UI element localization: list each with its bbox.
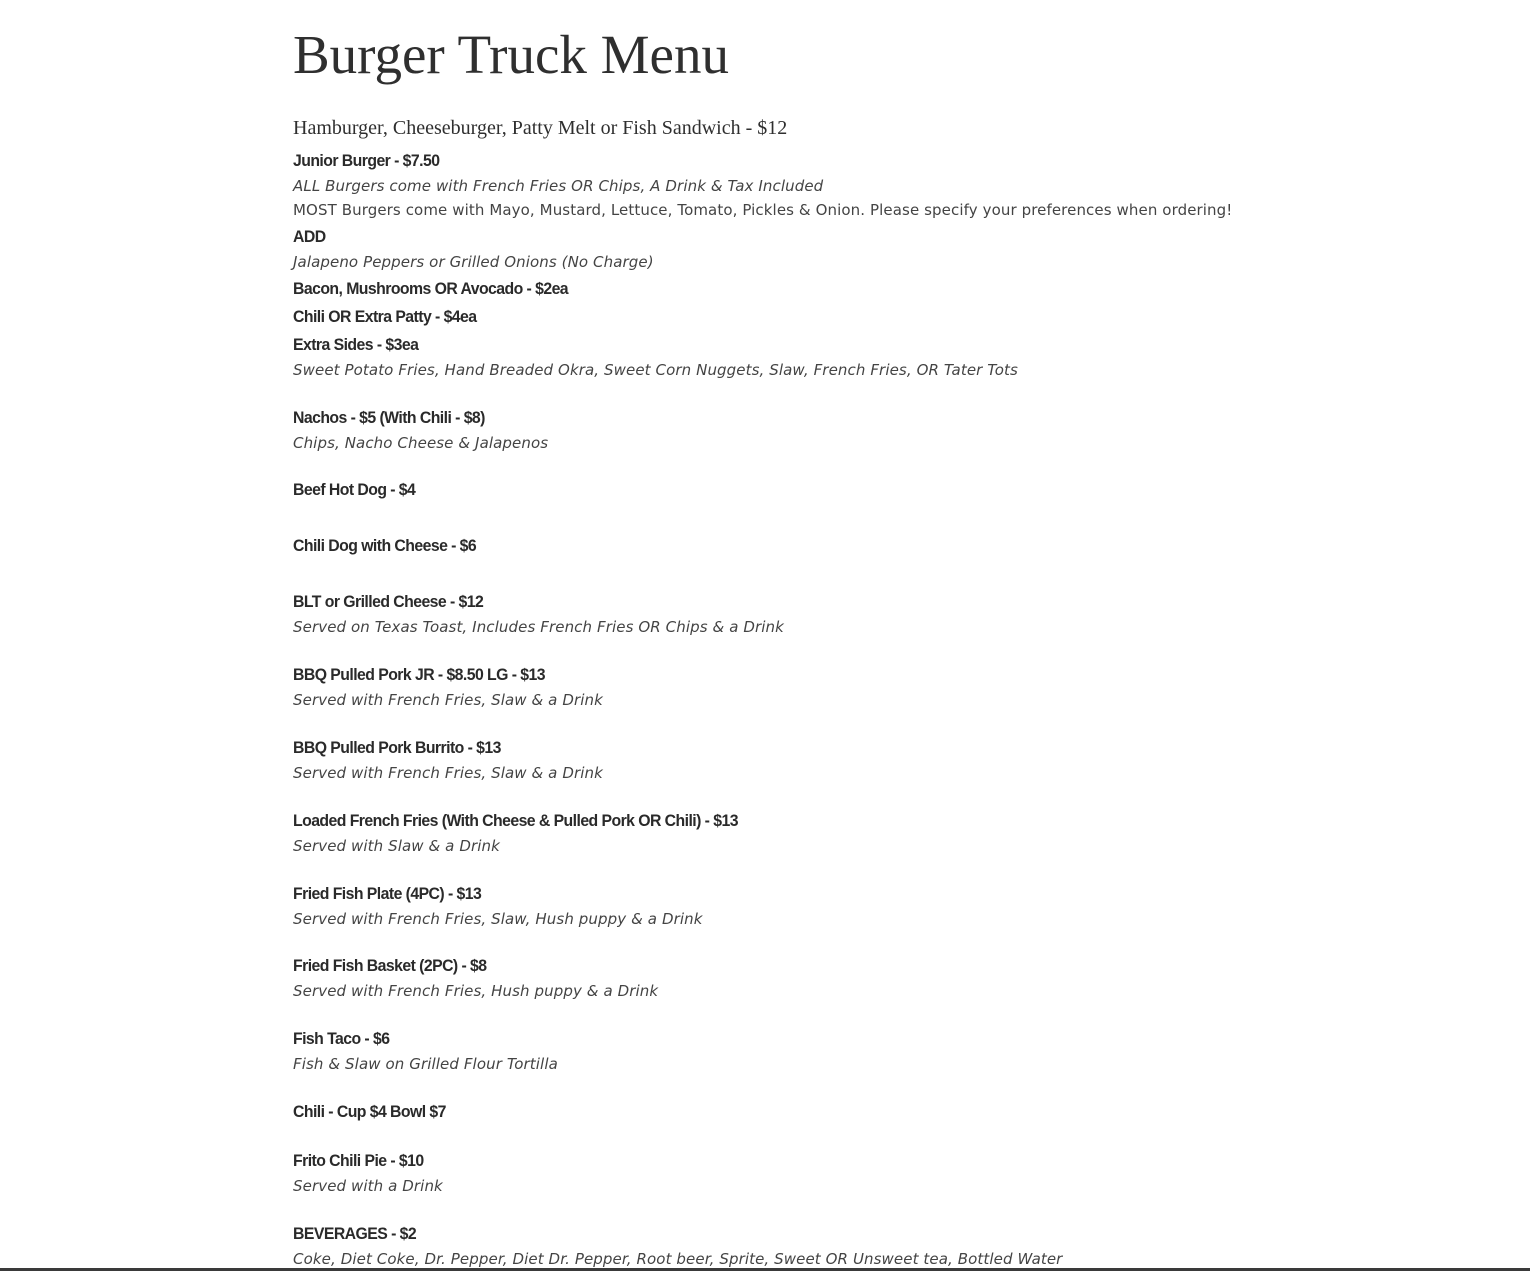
beverages-list: Coke, Diet Coke, Dr. Pepper, Diet Dr. Pepper, Root beer, Sprite, Sweet OR Unsweet tea, Bottled Water [293,1250,1063,1268]
burgers-toppings-note: MOST Burgers come with Mayo, Mustard, Lettuce, Tomato, Pickles & Onion. Please specify your preferences when ordering! [293,201,1233,219]
item-fish-plate-desc: Served with French Fries, Slaw, Hush puppy & a Drink [293,910,703,928]
item-nachos: Nachos - $5 (With Chili - $8) [293,408,485,427]
item-bbq-pulled-pork-desc: Served with French Fries, Slaw & a Drink [293,691,603,709]
item-fish-basket: Fried Fish Basket (2PC) - $8 [293,956,487,975]
item-fish-taco-desc: Fish & Slaw on Grilled Flour Tortilla [293,1055,558,1073]
add-bacon-mushroom-avocado: Bacon, Mushrooms OR Avocado - $2ea [293,279,569,298]
extra-sides-desc: Sweet Potato Fries, Hand Breaded Okra, Sweet Corn Nuggets, Slaw, French Fries, OR Tater Tots [293,361,1018,379]
add-free-note: Jalapeno Peppers or Grilled Onions (No Charge) [293,253,654,271]
item-bbq-burrito: BBQ Pulled Pork Burrito - $13 [293,738,501,757]
item-blt-grilled-cheese: BLT or Grilled Cheese - $12 [293,592,484,611]
item-nachos-desc: Chips, Nacho Cheese & Jalapenos [293,434,549,452]
add-extra-sides: Extra Sides - $3ea [293,335,419,354]
page-title: Burger Truck Menu [293,24,729,85]
burgers-include-note: ALL Burgers come with French Fries OR Chips, A Drink & Tax Included [293,177,824,195]
item-chili-dog: Chili Dog with Cheese - $6 [293,536,477,555]
add-heading: ADD [293,227,326,246]
item-bbq-burrito-desc: Served with French Fries, Slaw & a Drink [293,764,603,782]
item-beef-hot-dog: Beef Hot Dog - $4 [293,480,416,499]
item-loaded-fries: Loaded French Fries (With Cheese & Pulled Pork OR Chili) - $13 [293,811,738,830]
item-fish-basket-desc: Served with French Fries, Hush puppy & a Drink [293,982,659,1000]
item-chili: Chili - Cup $4 Bowl $7 [293,1102,446,1121]
add-chili-patty: Chili OR Extra Patty - $4ea [293,307,477,326]
item-loaded-fries-desc: Served with Slaw & a Drink [293,837,500,855]
beverages-heading: BEVERAGES - $2 [293,1224,417,1243]
item-frito-chili-pie-desc: Served with a Drink [293,1177,443,1195]
burger-combo-line: Hamburger, Cheeseburger, Patty Melt or Fish Sandwich - $12 [293,117,788,139]
item-bbq-pulled-pork: BBQ Pulled Pork JR - $8.50 LG - $13 [293,665,545,684]
item-frito-chili-pie: Frito Chili Pie - $10 [293,1151,424,1170]
item-junior-burger: Junior Burger - $7.50 [293,151,440,170]
item-fish-taco: Fish Taco - $6 [293,1029,390,1048]
item-blt-desc: Served on Texas Toast, Includes French Fries OR Chips & a Drink [293,618,784,636]
item-fish-plate: Fried Fish Plate (4PC) - $13 [293,884,482,903]
